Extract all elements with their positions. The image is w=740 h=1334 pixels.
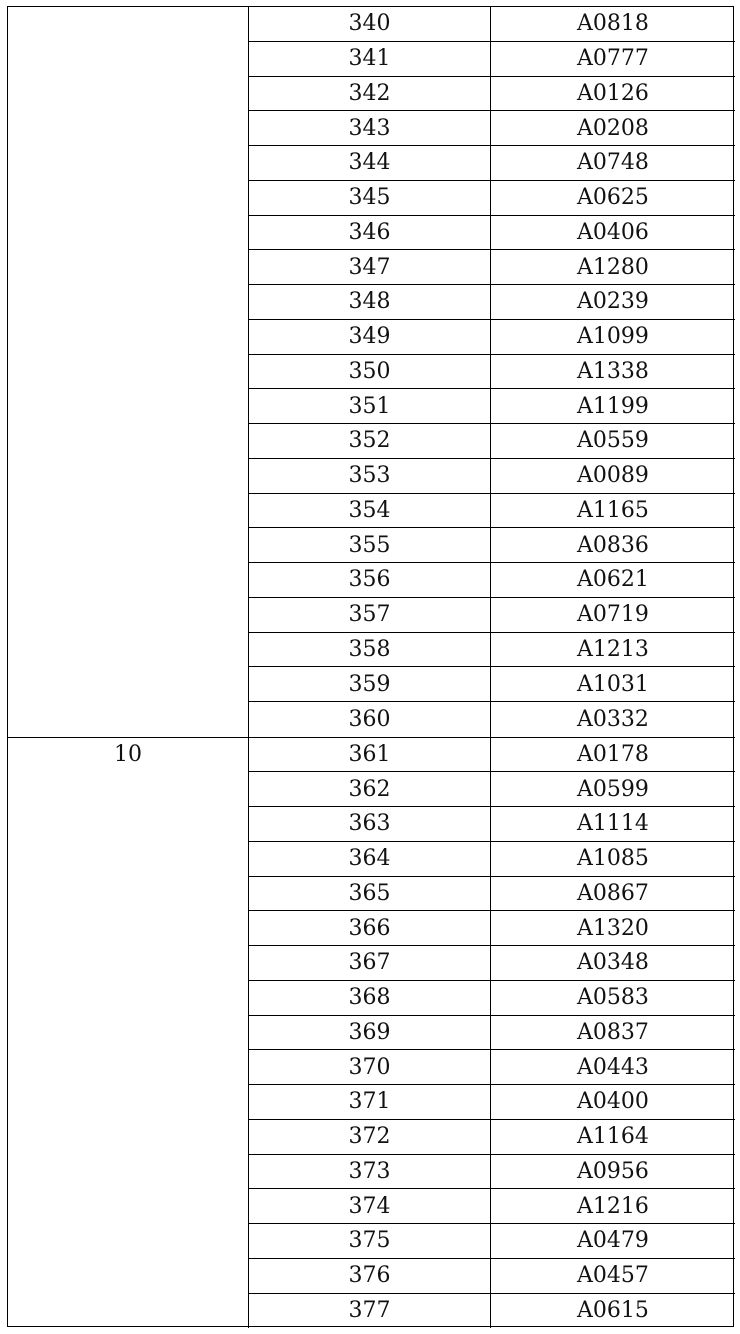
row-code-cell: A1099 [577, 324, 649, 350]
table-row [249, 842, 735, 877]
row-code-cell: A1199 [577, 393, 649, 419]
row-code-cell: A0625 [577, 185, 649, 211]
row-code-cell: A1213 [577, 636, 649, 662]
row-code-cell: A0818 [577, 11, 649, 37]
table-group [8, 738, 735, 1329]
data-table [7, 6, 734, 1327]
table-row [249, 389, 735, 424]
group-rows [249, 738, 735, 1329]
table-row [249, 1050, 735, 1085]
table-row [249, 667, 735, 702]
row-code-cell: A0332 [577, 706, 649, 732]
row-number-cell: 373 [249, 1155, 491, 1189]
row-code-cell: A1085 [577, 846, 649, 872]
table-row [249, 424, 735, 459]
row-code-cell: A0615 [577, 1298, 649, 1324]
row-number-cell: 347 [249, 250, 491, 284]
table-row [249, 216, 735, 251]
row-code-cell: A0836 [577, 532, 649, 558]
row-number-cell: 351 [249, 389, 491, 423]
row-number-cell: 359 [249, 667, 491, 701]
row-code-cell: A1164 [577, 1124, 649, 1150]
row-number-cell: 350 [249, 355, 491, 389]
table-row [249, 807, 735, 842]
row-code-cell: A0621 [577, 567, 649, 593]
row-code-cell: A0406 [577, 219, 649, 245]
table-row [249, 702, 735, 737]
row-code-cell: A0348 [577, 950, 649, 976]
row-number-cell: 366 [249, 911, 491, 945]
row-code-cell: A0479 [577, 1228, 649, 1254]
table-row [249, 911, 735, 946]
table-row [249, 1120, 735, 1155]
row-number-cell: 356 [249, 563, 491, 597]
row-number-cell: 354 [249, 494, 491, 528]
row-number-cell: 360 [249, 702, 491, 737]
row-code-cell: A0719 [577, 602, 649, 628]
table-row [249, 563, 735, 598]
row-number-cell: 342 [249, 77, 491, 111]
row-number-cell: 348 [249, 285, 491, 319]
row-number-cell: 355 [249, 528, 491, 562]
group-label: 10 [8, 738, 249, 1329]
row-code-cell: A0599 [577, 776, 649, 802]
row-number-cell: 371 [249, 1085, 491, 1119]
row-number-cell: 357 [249, 598, 491, 632]
table-row [249, 459, 735, 494]
row-number-cell: 375 [249, 1224, 491, 1258]
table-row [249, 528, 735, 563]
table-row [249, 1189, 735, 1224]
row-code-cell: A0400 [577, 1089, 649, 1115]
row-code-cell: A1114 [577, 811, 649, 837]
row-number-cell: 362 [249, 772, 491, 806]
row-number-cell: 358 [249, 633, 491, 667]
row-number-cell: 369 [249, 1016, 491, 1050]
table-row [249, 633, 735, 668]
row-number-cell: 353 [249, 459, 491, 493]
row-code-cell: A0748 [577, 150, 649, 176]
table-row [249, 320, 735, 355]
row-number-cell: 376 [249, 1259, 491, 1293]
row-number-cell: 345 [249, 181, 491, 215]
table-row [249, 981, 735, 1016]
row-code-cell: A0178 [577, 741, 649, 767]
row-number-cell: 341 [249, 42, 491, 76]
table-row [249, 111, 735, 146]
row-number-cell: 370 [249, 1050, 491, 1084]
row-code-cell: A0837 [577, 1019, 649, 1045]
table-row [249, 494, 735, 529]
row-number-cell: 377 [249, 1294, 491, 1329]
table-row [249, 181, 735, 216]
table-row [249, 77, 735, 112]
row-number-cell: 365 [249, 877, 491, 911]
row-code-cell: A1338 [577, 358, 649, 384]
table-row [249, 1259, 735, 1294]
row-number-cell: 343 [249, 111, 491, 145]
table-row [249, 1085, 735, 1120]
row-code-cell: A1031 [577, 671, 649, 697]
row-code-cell: A0956 [577, 1158, 649, 1184]
row-code-cell: A0239 [577, 289, 649, 315]
row-code-cell: A0208 [577, 115, 649, 141]
table-group [8, 7, 735, 737]
table-row [249, 946, 735, 981]
table-row [249, 355, 735, 390]
row-code-cell: A0457 [577, 1263, 649, 1289]
table-row [249, 1294, 735, 1329]
table-row [249, 1224, 735, 1259]
row-number-cell: 346 [249, 216, 491, 250]
row-number-cell: 364 [249, 842, 491, 876]
table-row [249, 146, 735, 181]
row-number-cell: 368 [249, 981, 491, 1015]
row-code-cell: A1165 [577, 497, 649, 523]
table-row [249, 1016, 735, 1051]
row-code-cell: A0583 [577, 985, 649, 1011]
row-number-cell: 374 [249, 1189, 491, 1223]
table-row [249, 772, 735, 807]
row-number-cell: 361 [249, 738, 491, 772]
row-number-cell: 372 [249, 1120, 491, 1154]
row-code-cell: A0443 [577, 1054, 649, 1080]
row-code-cell: A0777 [577, 46, 649, 72]
table-row [249, 1155, 735, 1190]
table-row [249, 250, 735, 285]
table-row [249, 285, 735, 320]
row-code-cell: A0559 [577, 428, 649, 454]
row-number-cell: 367 [249, 946, 491, 980]
table-row [249, 598, 735, 633]
row-number-cell: 363 [249, 807, 491, 841]
group-label [8, 7, 249, 737]
row-code-cell: A0126 [577, 80, 649, 106]
row-number-cell: 352 [249, 424, 491, 458]
row-code-cell: A0089 [577, 463, 649, 489]
row-code-cell: A1320 [577, 915, 649, 941]
table-row [249, 877, 735, 912]
row-code-cell: A1280 [577, 254, 649, 280]
table-row [249, 7, 735, 42]
row-number-cell: 344 [249, 146, 491, 180]
group-rows [249, 7, 735, 737]
row-number-cell: 349 [249, 320, 491, 354]
row-code-cell: A0867 [577, 880, 649, 906]
table-row [249, 738, 735, 773]
row-number-cell: 340 [249, 7, 491, 41]
row-code-cell: A1216 [577, 1193, 649, 1219]
table-row [249, 42, 735, 77]
